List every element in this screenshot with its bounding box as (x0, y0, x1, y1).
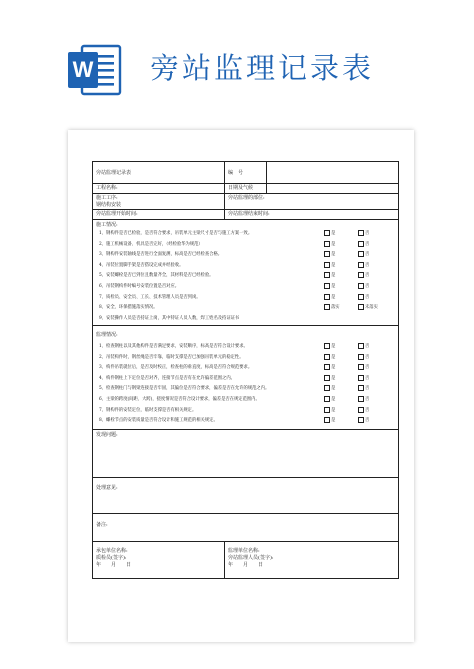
checkbox-icon[interactable] (358, 385, 364, 391)
checkbox-icon[interactable] (358, 343, 364, 349)
checkbox-option[interactable] (358, 250, 369, 261)
checkbox-icon[interactable] (324, 407, 330, 413)
quality-inspector-label: 质检员(签字): (96, 555, 127, 561)
checklist-item (96, 314, 395, 325)
checkbox-icon[interactable] (324, 375, 330, 381)
checklist-item-text: 8、安全、环保措施落实情况。 (99, 305, 158, 311)
construction-items (96, 229, 395, 324)
checklist-item-text: 9、安装操作人员是否持证上岗，其中特证人员人数，焊工姓名及持证证书 (99, 315, 240, 321)
checkbox-label: 否 (365, 396, 370, 402)
checklist-item (96, 240, 395, 251)
checkbox-option[interactable] (324, 250, 335, 261)
checkbox-option[interactable] (358, 374, 369, 385)
checklist-item-text: 1、检查钢柱以及其他构件是否满足要求，安装顺序，标高是否符合设计要求。 (99, 344, 248, 349)
supervisor-unit-label: 监理单位名称: (228, 548, 260, 554)
checkbox-icon[interactable] (324, 283, 330, 289)
checkbox-label: 否 (365, 273, 370, 279)
banner-title: 旁站监理记录表 (150, 51, 375, 85)
checkbox-icon[interactable] (358, 251, 364, 257)
checklist-item-text: 8、螺栓节点的安装质量是否符合设计和施工规范的相关规定。 (99, 418, 218, 424)
checklist-item (96, 250, 395, 261)
checkbox-label: 否 (365, 418, 370, 424)
checklist-item (96, 363, 395, 374)
checkbox-icon[interactable] (358, 354, 364, 360)
checklist-item-text: 7、钢构件的安装定位，临时支撑是否有相关规定。 (99, 407, 197, 413)
checkbox-icon[interactable] (324, 364, 330, 370)
checkbox-option[interactable] (324, 282, 335, 293)
checkbox-label: 否 (365, 241, 370, 247)
checkbox-icon[interactable] (358, 272, 364, 278)
contractor-label: 承包单位名称: (96, 548, 128, 554)
checklist-item (96, 303, 395, 314)
checkbox-label: 是 (331, 294, 336, 300)
checklist-item-text: 2、施工机械设备、机具是否完好，（经检验华为规范） (99, 241, 203, 247)
checkbox-option[interactable] (324, 271, 335, 282)
end-time-label: 旁站监理结束时间: (228, 211, 270, 217)
checklist-item (96, 293, 395, 304)
problems-label: 发现问题: (96, 432, 118, 438)
checklist-item-text: 6、主梁的跨度(间距、大跨)，挠度情况是否符合设计要求，偏差是否在规定范围内。 (99, 396, 260, 402)
checkbox-label: 是 (331, 262, 336, 268)
checkbox-label: 是 (331, 375, 336, 381)
checklist-item (96, 374, 395, 385)
checkbox-icon[interactable] (324, 230, 330, 236)
checkbox-label: 否 (365, 262, 370, 268)
checklist-item (96, 395, 395, 406)
checklist-item-text: 1、钢构件是否已检验，是否符合要求，吊装单元主梁尺寸是否与施工方案一致。 (99, 231, 253, 236)
checklist-item (96, 261, 395, 272)
checkbox-option[interactable] (358, 342, 369, 353)
form-header-row (93, 162, 398, 184)
checklist-item (96, 384, 395, 395)
checkbox-option[interactable] (324, 363, 335, 374)
construction-process-value: 钢结构安装 (96, 202, 122, 208)
checkbox-option[interactable] (358, 416, 369, 427)
checklist-item (96, 416, 395, 427)
number-label: 编 号 (225, 162, 267, 183)
checklist-item-text: 5、检查钢柱门与钢梁连接是否牢固，其偏位是否符合要求，偏差是否在允许的规范之内。 (99, 386, 270, 392)
checkbox-icon[interactable] (358, 283, 364, 289)
project-name-label: 工程名称: (93, 184, 225, 193)
process-row (93, 194, 398, 210)
checkbox-label: 否 (365, 354, 370, 360)
checkbox-label: 否 (365, 386, 370, 392)
date-weather-label: 日期及气候 (225, 184, 267, 193)
checkbox-label: 否 (365, 252, 370, 258)
checkbox-icon[interactable] (324, 354, 330, 360)
checkbox-label: 是 (331, 365, 336, 371)
supervisor-sign-label: 旁站监理人员(签字): (228, 555, 274, 561)
checkbox-option[interactable] (324, 293, 335, 304)
checklist-item (96, 353, 395, 364)
checkbox-label: 是 (331, 231, 336, 236)
checkbox-option[interactable] (358, 293, 369, 304)
checklist-item-text: 6、吊装钢构件时编号安装位置是否对应。 (99, 283, 180, 289)
checkbox-icon[interactable] (358, 304, 364, 310)
checkbox-icon[interactable] (358, 364, 364, 370)
checkbox-option[interactable] (324, 395, 335, 406)
checkbox-icon[interactable] (324, 241, 330, 247)
checklist-item-text: 3、钢构件安装轴线是否进行全面复测，标高是否已经检查合格。 (99, 252, 223, 258)
checkbox-option[interactable] (358, 406, 369, 417)
construction-process-label: 施工工序: (96, 195, 118, 201)
number-value[interactable] (267, 162, 398, 183)
checkbox-icon[interactable] (358, 396, 364, 402)
checkbox-option[interactable] (324, 240, 335, 251)
remarks-label: 备注: (96, 522, 108, 528)
checkbox-label: 是 (331, 252, 336, 258)
checklist-item-text: 4、吊装位置脚手架是否搭设完成并经验收。 (99, 262, 184, 268)
checkbox-label: 是 (331, 241, 336, 247)
checkbox-icon[interactable] (324, 396, 330, 402)
checkbox-option[interactable] (324, 342, 335, 353)
checkbox-option[interactable] (358, 353, 369, 364)
checkbox-option[interactable] (358, 384, 369, 395)
checkbox-icon[interactable] (324, 343, 330, 349)
checkbox-label: 是 (331, 283, 336, 289)
checkbox-option[interactable] (358, 303, 378, 314)
banner (0, 0, 474, 100)
checkbox-label: 否 (365, 231, 370, 236)
construction-process-cell (93, 194, 225, 209)
svg-text:W: W (72, 57, 94, 82)
supervision-form (92, 161, 399, 579)
start-time-label: 旁站监理开始时间: (93, 210, 225, 219)
checkbox-option[interactable] (358, 282, 369, 293)
checkbox-label: 否 (365, 344, 370, 349)
word-icon (66, 43, 124, 97)
checkbox-label: 否 (365, 375, 370, 381)
checkbox-option[interactable] (358, 240, 369, 251)
checklist-item (96, 342, 395, 353)
checkbox-icon[interactable] (324, 262, 330, 268)
checkbox-option[interactable] (358, 261, 369, 272)
checkbox-option[interactable] (358, 229, 369, 240)
checklist-item-text: 5、安装螺栓是否已到位且数量齐全，其材料是否已经检验。 (99, 273, 214, 279)
checkbox-option[interactable] (324, 261, 335, 272)
checkbox-label: 是 (331, 344, 336, 349)
checkbox-icon[interactable] (358, 230, 364, 236)
checklist-item-text: 7、质检员、安全员、工长、技术管理人员是否到岗。 (99, 294, 201, 300)
project-row (93, 184, 398, 194)
checklist-item (96, 229, 395, 240)
form-title: 旁站监理记录表 (93, 162, 225, 183)
checkbox-icon[interactable] (324, 417, 330, 423)
checkbox-label: 否 (365, 283, 370, 289)
construction-section-title: 施工情况: (96, 222, 118, 228)
checkbox-icon[interactable] (358, 241, 364, 247)
checkbox-icon[interactable] (324, 385, 330, 391)
checkbox-icon[interactable] (358, 262, 364, 268)
checkbox-label: 否 (365, 294, 370, 300)
checkbox-option[interactable] (324, 353, 335, 364)
checkbox-icon[interactable] (358, 407, 364, 413)
contractor-cell (93, 542, 225, 578)
checkbox-label: 是 (331, 354, 336, 360)
contractor-date: 年 月 日 (96, 562, 132, 568)
supervision-items (96, 342, 395, 427)
checklist-item-text: 2、吊装构件时，钢丝绳是否牢靠，临时支撑是否已加强吊装单元的稳定性。 (99, 354, 244, 360)
checkbox-option[interactable] (358, 395, 369, 406)
checkbox-option[interactable] (324, 416, 335, 427)
supervisor-cell (225, 542, 398, 578)
supervision-section (93, 326, 398, 430)
checkbox-icon[interactable] (358, 417, 364, 423)
checkbox-icon[interactable] (324, 272, 330, 278)
remarks-section (93, 514, 398, 542)
checkbox-label: 是 (331, 407, 336, 413)
problems-section (93, 430, 398, 478)
checkbox-label: 否 (365, 365, 370, 371)
checklist-item-text: 3、构件吊装就位后，是否及时校正，检查柱的垂直度，标高是否符合规范要求。 (99, 365, 253, 371)
checkbox-label: 是 (331, 418, 336, 424)
checkbox-label: 是 (331, 386, 336, 392)
supervision-section-title: 监理情况: (96, 332, 118, 338)
signature-row (93, 542, 398, 578)
checkbox-icon[interactable] (358, 375, 364, 381)
checkbox-label: 落实 (331, 305, 340, 311)
document-page (68, 130, 414, 642)
checkbox-label: 否 (365, 407, 370, 413)
checklist-item (96, 271, 395, 282)
checkbox-label: 未落实 (365, 305, 378, 311)
checkbox-icon[interactable] (358, 294, 364, 300)
checklist-item (96, 282, 395, 293)
checkbox-option[interactable] (324, 406, 335, 417)
checkbox-icon[interactable] (324, 294, 330, 300)
checklist-item-text: 4、构件钢柱上下定位是否对齐，连接节点是否有在允许偏差范围之内。 (99, 375, 235, 381)
date-weather-value[interactable] (267, 184, 398, 193)
checkbox-label: 是 (331, 396, 336, 402)
supervisor-date: 年 月 日 (228, 562, 264, 568)
checkbox-option[interactable] (358, 363, 369, 374)
checkbox-option[interactable] (324, 384, 335, 395)
supervision-location-label: 旁站监理的部位: (228, 195, 265, 201)
checkbox-option[interactable] (324, 303, 340, 314)
checkbox-icon[interactable] (324, 304, 330, 310)
time-row (93, 210, 398, 220)
handling-section (93, 478, 398, 514)
construction-section (93, 220, 398, 326)
checkbox-option[interactable] (324, 229, 335, 240)
checklist-item (96, 406, 395, 417)
checkbox-option[interactable] (324, 374, 335, 385)
checkbox-option[interactable] (358, 271, 369, 282)
handling-label: 处理意见: (96, 485, 118, 491)
checkbox-icon[interactable] (324, 251, 330, 257)
checkbox-label: 是 (331, 273, 336, 279)
